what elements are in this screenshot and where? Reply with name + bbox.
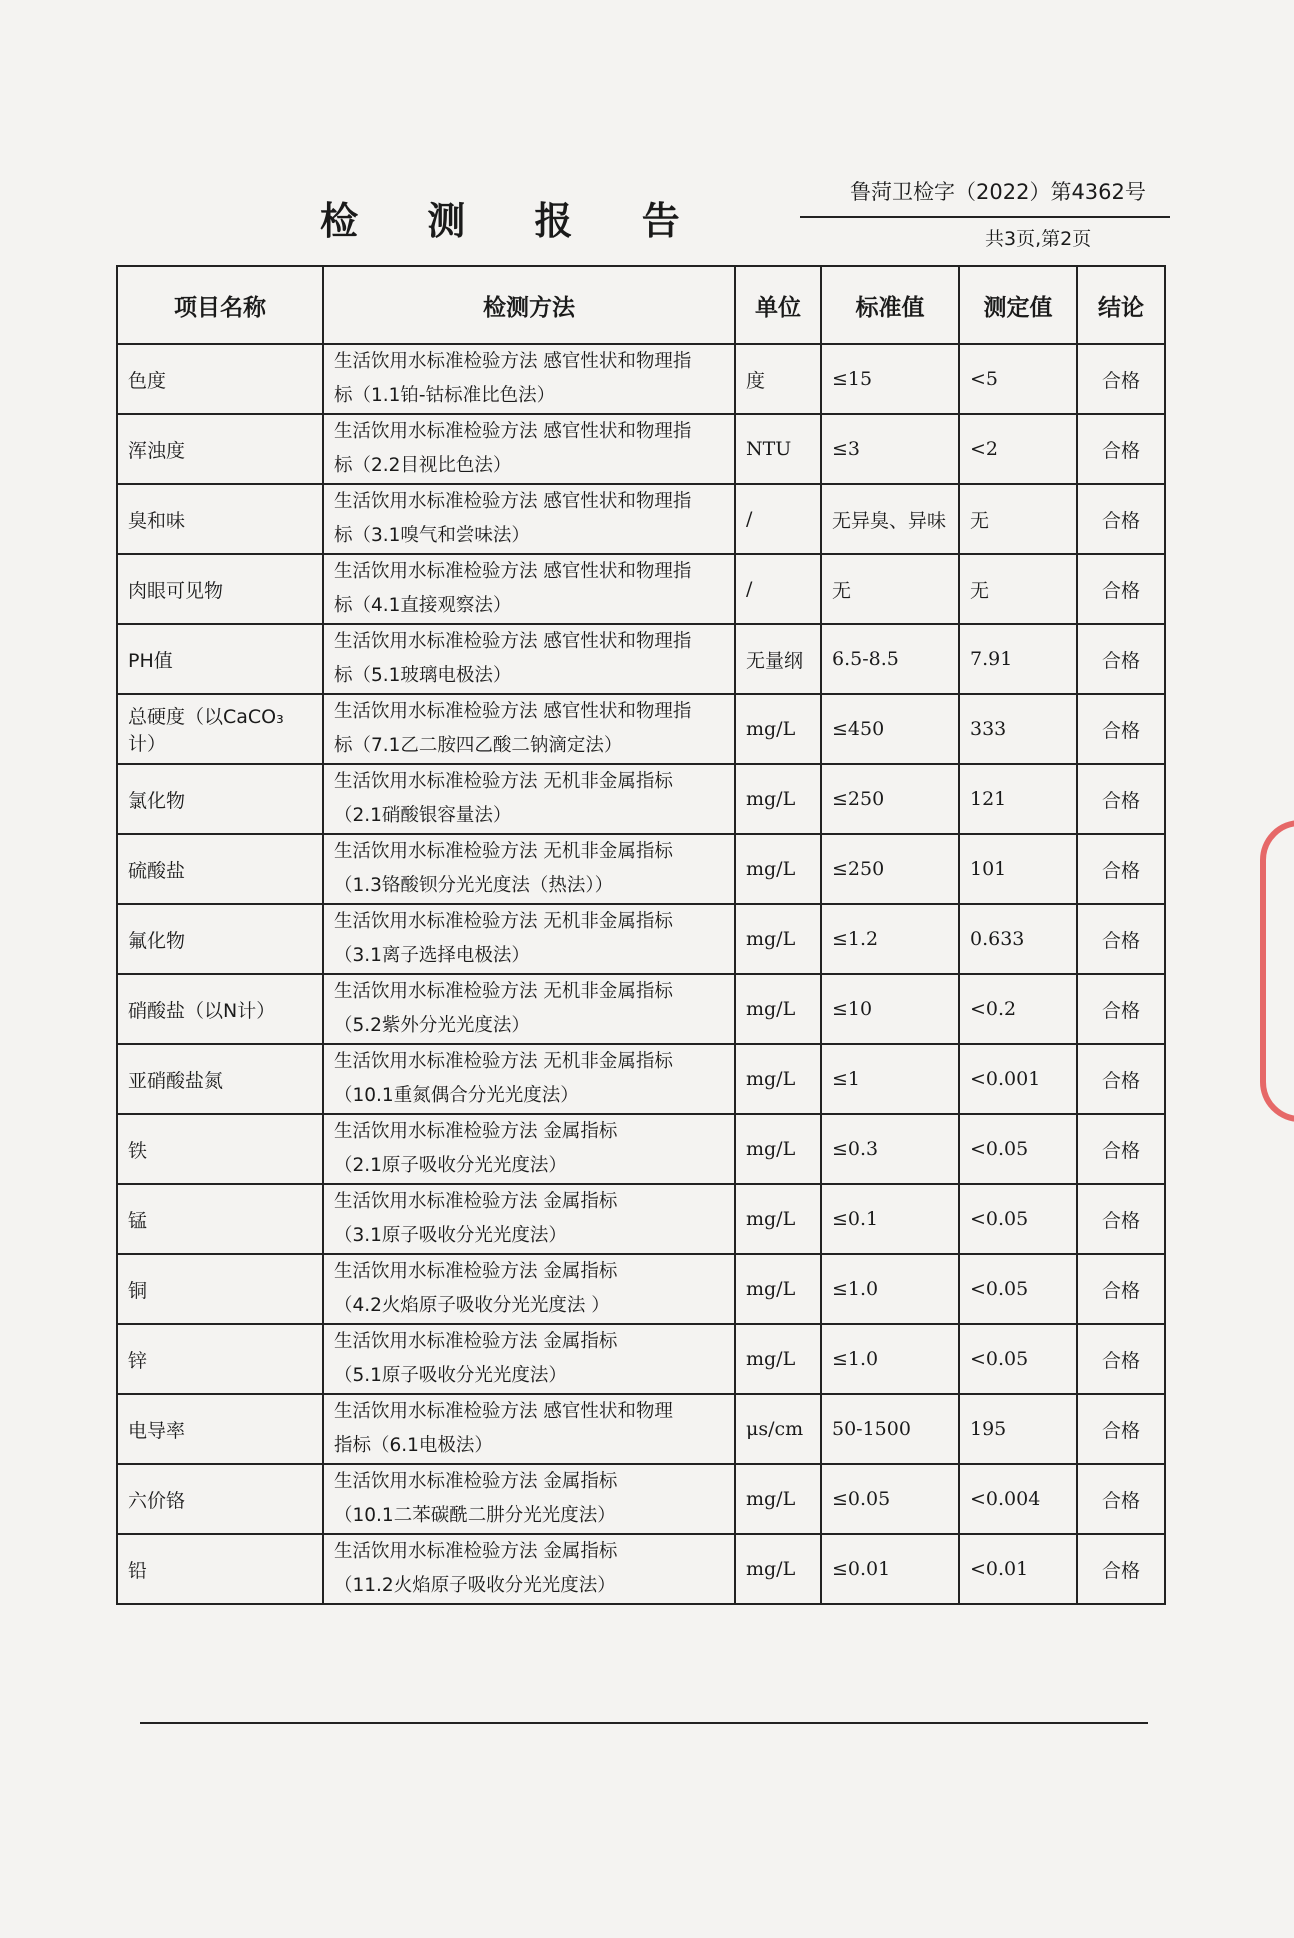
standard-value: ≤0.1 — [821, 1184, 959, 1254]
conclusion: 合格 — [1077, 1464, 1165, 1534]
measured-value: <0.05 — [959, 1254, 1077, 1324]
method-cell — [323, 554, 735, 624]
item-name: 六价铬 — [117, 1464, 323, 1534]
table-row — [117, 1394, 1165, 1464]
measured-value: 195 — [959, 1394, 1077, 1464]
item-name: 铅 — [117, 1534, 323, 1604]
standard-value: ≤0.05 — [821, 1464, 959, 1534]
method-cell — [323, 1464, 735, 1534]
measured-value: <2 — [959, 414, 1077, 484]
method-cell — [323, 1114, 735, 1184]
method-line-2: （3.1原子吸收分光光度法） — [334, 1225, 567, 1246]
method-line-1: 生活饮用水标准检验方法 感官性状和物理指 — [334, 701, 692, 722]
partial-red-seal — [1260, 820, 1294, 1122]
method-line-2: （10.1重氮偶合分光光度法） — [334, 1085, 579, 1106]
item-name: 亚硝酸盐氮 — [117, 1044, 323, 1114]
report-title: 检 测 报 告 — [320, 199, 708, 243]
method-line-1: 生活饮用水标准检验方法 金属指标 — [334, 1191, 618, 1212]
conclusion: 合格 — [1077, 1254, 1165, 1324]
conclusion: 合格 — [1077, 344, 1165, 414]
method-line-2: 标（2.2目视比色法） — [334, 455, 512, 476]
method-cell — [323, 904, 735, 974]
method-line-1: 生活饮用水标准检验方法 感官性状和物理指 — [334, 561, 692, 582]
conclusion: 合格 — [1077, 414, 1165, 484]
conclusion: 合格 — [1077, 1114, 1165, 1184]
measured-value: 333 — [959, 694, 1077, 764]
method-line-1: 生活饮用水标准检验方法 无机非金属指标 — [334, 841, 673, 862]
unit: mg/L — [735, 764, 821, 834]
table-row — [117, 764, 1165, 834]
method-line-1: 生活饮用水标准检验方法 感官性状和物理指 — [334, 491, 692, 512]
unit: mg/L — [735, 694, 821, 764]
conclusion: 合格 — [1077, 554, 1165, 624]
method-line-2: 指标（6.1电极法） — [334, 1435, 493, 1456]
standard-value: ≤1.0 — [821, 1324, 959, 1394]
method-line-2: （1.3铬酸钡分光光度法（热法）） — [334, 875, 614, 896]
item-name: 锌 — [117, 1324, 323, 1394]
method-line-1: 生活饮用水标准检验方法 感官性状和物理指 — [334, 421, 692, 442]
conclusion: 合格 — [1077, 1044, 1165, 1114]
method-line-2: （11.2火焰原子吸收分光光度法） — [334, 1575, 616, 1596]
item-name: 铁 — [117, 1114, 323, 1184]
item-name: 色度 — [117, 344, 323, 414]
table-row — [117, 554, 1165, 624]
method-line-2: （2.1原子吸收分光光度法） — [334, 1155, 567, 1176]
standard-value: 50-1500 — [821, 1394, 959, 1464]
item-name: 电导率 — [117, 1394, 323, 1464]
measured-value: <0.01 — [959, 1534, 1077, 1604]
unit: / — [735, 484, 821, 554]
method-line-2: （4.2火焰原子吸收分光光度法 ） — [334, 1295, 610, 1316]
method-line-2: （5.1原子吸收分光光度法） — [334, 1365, 567, 1386]
standard-value: ≤1 — [821, 1044, 959, 1114]
item-name: 氟化物 — [117, 904, 323, 974]
method-line-1: 生活饮用水标准检验方法 金属指标 — [334, 1471, 618, 1492]
method-cell — [323, 764, 735, 834]
unit: mg/L — [735, 834, 821, 904]
standard-value: ≤450 — [821, 694, 959, 764]
method-cell — [323, 414, 735, 484]
table-row — [117, 694, 1165, 764]
method-line-2: 标（5.1玻璃电极法） — [334, 665, 512, 686]
conclusion: 合格 — [1077, 694, 1165, 764]
conclusion: 合格 — [1077, 1534, 1165, 1604]
page-info: 共3页,第2页 — [985, 228, 1092, 250]
unit: NTU — [735, 414, 821, 484]
measured-value: <0.001 — [959, 1044, 1077, 1114]
item-name: 锰 — [117, 1184, 323, 1254]
method-line-2: 标（3.1嗅气和尝味法） — [334, 525, 530, 546]
unit: / — [735, 554, 821, 624]
measured-value: <0.05 — [959, 1184, 1077, 1254]
measured-value: 7.91 — [959, 624, 1077, 694]
conclusion: 合格 — [1077, 974, 1165, 1044]
standard-value: ≤15 — [821, 344, 959, 414]
item-name: 总硬度（以CaCO₃计） — [117, 694, 323, 764]
method-line-1: 生活饮用水标准检验方法 感官性状和物理指 — [334, 631, 692, 652]
unit: μs/cm — [735, 1394, 821, 1464]
method-line-2: （5.2紫外分光光度法） — [334, 1015, 530, 1036]
column-header-unit: 单位 — [735, 266, 821, 344]
method-cell — [323, 974, 735, 1044]
measured-value: <0.2 — [959, 974, 1077, 1044]
standard-value: ≤250 — [821, 764, 959, 834]
standard-value: ≤1.2 — [821, 904, 959, 974]
table-row — [117, 904, 1165, 974]
item-name: 肉眼可见物 — [117, 554, 323, 624]
method-line-1: 生活饮用水标准检验方法 感官性状和物理指 — [334, 351, 692, 372]
method-cell — [323, 1534, 735, 1604]
method-cell — [323, 1184, 735, 1254]
standard-value: ≤0.01 — [821, 1534, 959, 1604]
method-cell — [323, 1394, 735, 1464]
method-line-2: （10.1二苯碳酰二肼分光光度法） — [334, 1505, 616, 1526]
unit: mg/L — [735, 1184, 821, 1254]
standard-value: ≤0.3 — [821, 1114, 959, 1184]
conclusion: 合格 — [1077, 484, 1165, 554]
table-row — [117, 624, 1165, 694]
method-cell — [323, 834, 735, 904]
standard-value: 6.5-8.5 — [821, 624, 959, 694]
measured-value: <0.004 — [959, 1464, 1077, 1534]
unit: mg/L — [735, 1464, 821, 1534]
standard-value: 无 — [821, 554, 959, 624]
method-line-2: 标（4.1直接观察法） — [334, 595, 512, 616]
method-cell — [323, 694, 735, 764]
table-row — [117, 1254, 1165, 1324]
unit: mg/L — [735, 974, 821, 1044]
table-row — [117, 974, 1165, 1044]
unit: 度 — [735, 344, 821, 414]
conclusion: 合格 — [1077, 904, 1165, 974]
table-row — [117, 484, 1165, 554]
conclusion: 合格 — [1077, 1324, 1165, 1394]
table-row — [117, 1114, 1165, 1184]
conclusion: 合格 — [1077, 624, 1165, 694]
standard-value: ≤250 — [821, 834, 959, 904]
unit: mg/L — [735, 1254, 821, 1324]
method-line-1: 生活饮用水标准检验方法 金属指标 — [334, 1541, 618, 1562]
item-name: 氯化物 — [117, 764, 323, 834]
method-cell — [323, 1044, 735, 1114]
standard-value: 无异臭、异味 — [821, 484, 959, 554]
item-name: 硫酸盐 — [117, 834, 323, 904]
conclusion: 合格 — [1077, 834, 1165, 904]
unit: mg/L — [735, 1114, 821, 1184]
method-line-1: 生活饮用水标准检验方法 无机非金属指标 — [334, 911, 673, 932]
measured-value: <5 — [959, 344, 1077, 414]
column-header-standard: 标准值 — [821, 266, 959, 344]
conclusion: 合格 — [1077, 1184, 1165, 1254]
method-line-1: 生活饮用水标准检验方法 无机非金属指标 — [334, 981, 673, 1002]
item-name: 浑浊度 — [117, 414, 323, 484]
unit: 无量纲 — [735, 624, 821, 694]
method-line-2: （2.1硝酸银容量法） — [334, 805, 512, 826]
method-line-1: 生活饮用水标准检验方法 金属指标 — [334, 1261, 618, 1282]
measured-value: 无 — [959, 484, 1077, 554]
table-header-row — [117, 266, 1165, 344]
conclusion: 合格 — [1077, 1394, 1165, 1464]
standard-value: ≤3 — [821, 414, 959, 484]
standard-value: ≤1.0 — [821, 1254, 959, 1324]
method-cell — [323, 1324, 735, 1394]
method-cell — [323, 624, 735, 694]
item-name: PH值 — [117, 624, 323, 694]
table-row — [117, 1534, 1165, 1604]
column-header-name: 项目名称 — [117, 266, 323, 344]
results-table — [116, 265, 1166, 1605]
unit: mg/L — [735, 1324, 821, 1394]
measured-value: 无 — [959, 554, 1077, 624]
method-line-1: 生活饮用水标准检验方法 感官性状和物理 — [334, 1401, 673, 1422]
measured-value: <0.05 — [959, 1324, 1077, 1394]
table-row — [117, 1324, 1165, 1394]
conclusion: 合格 — [1077, 764, 1165, 834]
method-cell — [323, 484, 735, 554]
measured-value: 0.633 — [959, 904, 1077, 974]
table-row — [117, 1184, 1165, 1254]
table-row — [117, 344, 1165, 414]
measured-value: <0.05 — [959, 1114, 1077, 1184]
method-line-2: 标（1.1铂-钴标准比色法） — [334, 385, 556, 406]
table-row — [117, 414, 1165, 484]
table-row — [117, 834, 1165, 904]
footer-rule — [140, 1722, 1148, 1724]
table-row — [117, 1464, 1165, 1534]
item-name: 臭和味 — [117, 484, 323, 554]
item-name: 铜 — [117, 1254, 323, 1324]
column-header-conclusion: 结论 — [1077, 266, 1165, 344]
method-cell — [323, 344, 735, 414]
unit: mg/L — [735, 1534, 821, 1604]
column-header-method: 检测方法 — [323, 266, 735, 344]
unit: mg/L — [735, 1044, 821, 1114]
method-line-2: （3.1离子选择电极法） — [334, 945, 530, 966]
table-row — [117, 1044, 1165, 1114]
measured-value: 101 — [959, 834, 1077, 904]
method-cell — [323, 1254, 735, 1324]
method-line-2: 标（7.1乙二胺四乙酸二钠滴定法） — [334, 735, 623, 756]
measured-value: 121 — [959, 764, 1077, 834]
standard-value: ≤10 — [821, 974, 959, 1044]
item-name: 硝酸盐（以N计） — [117, 974, 323, 1044]
method-line-1: 生活饮用水标准检验方法 金属指标 — [334, 1121, 618, 1142]
method-line-1: 生活饮用水标准检验方法 金属指标 — [334, 1331, 618, 1352]
header-rule — [800, 216, 1170, 218]
unit: mg/L — [735, 904, 821, 974]
document-number: 鲁菏卫检字（2022）第4362号 — [850, 180, 1146, 204]
method-line-1: 生活饮用水标准检验方法 无机非金属指标 — [334, 771, 673, 792]
method-line-1: 生活饮用水标准检验方法 无机非金属指标 — [334, 1051, 673, 1072]
column-header-measured: 测定值 — [959, 266, 1077, 344]
